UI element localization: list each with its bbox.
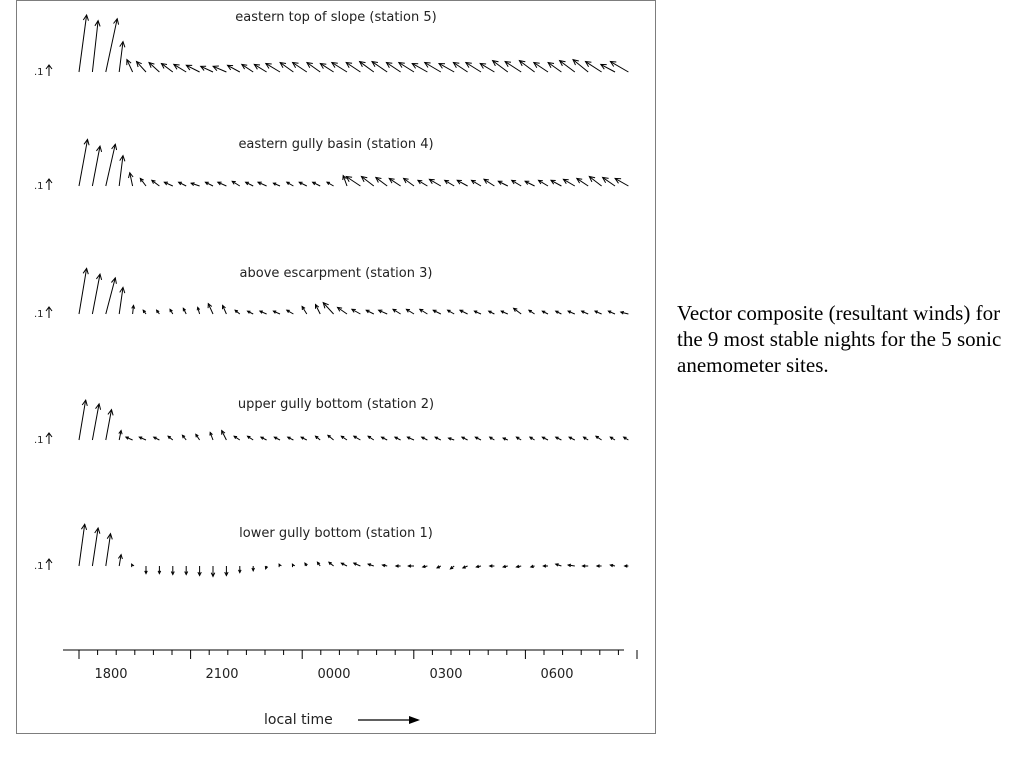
wind-vector [360, 62, 374, 73]
wind-vector [239, 566, 242, 573]
wind-vector [140, 178, 146, 186]
wind-vector [242, 64, 253, 72]
station-panel [34, 397, 628, 446]
wind-vector [106, 144, 117, 186]
station-panel [34, 137, 628, 192]
wind-vector [79, 15, 89, 72]
wind-vector [92, 404, 100, 440]
wind-vector [418, 180, 428, 186]
wind-vector [556, 311, 562, 314]
wind-vector [501, 311, 508, 314]
x-tick-label-0600: 0600 [540, 667, 574, 682]
panel-title: eastern gully basin (station 4) [238, 137, 434, 152]
wind-vector [457, 180, 467, 186]
wind-vector [583, 565, 589, 568]
wind-vector [227, 65, 239, 72]
wind-vector [222, 431, 227, 441]
panels-group [34, 10, 628, 577]
wind-vector [406, 309, 414, 314]
wind-vector [258, 182, 267, 186]
wind-vector [425, 63, 441, 73]
x-tick-label-0300: 0300 [429, 667, 463, 682]
wind-vector [287, 310, 294, 314]
wind-vector [154, 437, 160, 440]
wind-vector [305, 563, 308, 566]
wind-vector [198, 566, 201, 576]
wind-vector [265, 566, 267, 569]
wind-vector [568, 311, 575, 314]
x-axis-label: local time [264, 712, 333, 728]
wind-vector [589, 177, 601, 187]
wind-vector [323, 303, 333, 314]
wind-vector [246, 182, 254, 186]
wind-vector [196, 434, 200, 440]
wind-vector [260, 311, 267, 314]
wind-vector [393, 309, 401, 314]
wind-vector [372, 62, 387, 73]
wind-vector [119, 42, 125, 72]
wind-vector [615, 178, 628, 186]
wind-vector [118, 555, 122, 566]
wind-vector [386, 63, 400, 73]
wind-vector [420, 309, 428, 314]
wind-vector [106, 19, 119, 72]
wind-vector [92, 274, 101, 314]
wind-vector [516, 565, 521, 568]
wind-vector [293, 63, 307, 73]
wind-vector [119, 156, 125, 186]
wind-vector [475, 437, 481, 440]
wind-vector [474, 311, 481, 314]
wind-vector [182, 435, 186, 440]
wind-vector [361, 177, 373, 187]
wind-vector [531, 565, 535, 568]
wind-vector [201, 66, 213, 72]
wind-vector [490, 565, 495, 568]
wind-vector [79, 268, 88, 314]
wind-vector [332, 63, 347, 73]
wind-vector [170, 309, 173, 314]
x-tick-label-1800: 1800 [94, 667, 128, 682]
panel-title: upper gully bottom (station 2) [237, 397, 435, 412]
wind-vector [503, 565, 508, 568]
wind-vector [211, 566, 215, 577]
wind-vector [448, 310, 455, 314]
wind-vector [583, 437, 588, 440]
wind-vector [582, 311, 589, 314]
wind-vector [404, 178, 414, 186]
wind-vector [412, 63, 427, 72]
scale-arrow [46, 307, 52, 318]
wind-vector [254, 64, 266, 72]
wind-vector [225, 566, 228, 576]
wind-vector [164, 182, 173, 186]
wind-vector [183, 308, 186, 314]
wind-vector [139, 437, 146, 440]
wind-vector [480, 63, 494, 72]
panel-title: lower gully bottom (station 1) [239, 526, 433, 541]
wind-vector [512, 180, 522, 186]
wind-vector [530, 437, 535, 440]
wind-vector [399, 63, 414, 73]
wind-vector [596, 436, 602, 440]
x-tick-label-2100: 2100 [205, 667, 239, 682]
wind-vector [542, 311, 548, 314]
wind-vector [368, 436, 374, 440]
wind-vector [503, 438, 508, 440]
scale-label: .1 [34, 181, 44, 192]
wind-vector [235, 310, 240, 314]
wind-vector [301, 437, 307, 440]
wind-vector [548, 63, 561, 73]
wind-vector [556, 564, 562, 567]
wind-vector [106, 278, 117, 314]
wind-vector [315, 305, 320, 315]
wind-vector [389, 178, 400, 186]
scale-arrow [46, 65, 52, 76]
figure-caption: Vector composite (resultant winds) for the 9 most stable nights for the 5 sonic anemometer sites. [677, 301, 1002, 377]
panel-title: above escarpment (station 3) [239, 266, 433, 281]
wind-vector [476, 565, 481, 568]
wind-vector [379, 310, 388, 314]
x-axis [63, 650, 637, 728]
wind-vector [346, 63, 360, 73]
wind-vector [92, 146, 101, 186]
wind-vector [197, 307, 200, 314]
wind-vector [525, 181, 535, 186]
wind-vector [79, 400, 87, 440]
wind-vector [423, 565, 428, 568]
wind-vector [248, 436, 254, 440]
wind-vector [551, 180, 561, 186]
wind-vector [266, 63, 280, 72]
wind-vector [299, 182, 307, 186]
wind-vector [433, 310, 441, 314]
scale-arrow [46, 433, 52, 444]
wind-vector [352, 309, 361, 314]
wind-vector [161, 63, 172, 72]
wind-vector [462, 437, 468, 440]
wind-vector [327, 182, 334, 186]
wind-vector [429, 179, 440, 186]
x-tick-label-0000: 0000 [317, 667, 351, 682]
wind-vector [145, 566, 148, 574]
wind-vector [608, 311, 615, 314]
wind-vector [185, 566, 188, 575]
wind-vector [234, 436, 240, 440]
wind-vector [354, 563, 361, 566]
wind-vector [191, 183, 200, 186]
wind-vector [514, 308, 522, 314]
wind-vector [341, 436, 347, 440]
wind-vector [625, 565, 629, 568]
wind-vector [279, 564, 281, 567]
wind-vector [328, 435, 334, 440]
wind-vector [505, 62, 521, 73]
panel-title: eastern top of slope (station 5) [235, 10, 437, 25]
x-axis-arrow [358, 716, 420, 724]
wind-vector [368, 564, 374, 567]
wind-vector [126, 437, 133, 440]
wind-vector [106, 534, 113, 566]
wind-vector [232, 181, 240, 186]
wind-vector [119, 431, 122, 441]
wind-vector [129, 173, 134, 186]
wind-vector [132, 564, 134, 567]
wind-vector [407, 437, 414, 440]
wind-vector [248, 311, 254, 314]
wind-vector [585, 62, 601, 73]
wind-vector [516, 437, 521, 440]
wind-vector [484, 179, 494, 186]
wind-vector [621, 312, 629, 315]
wind-vector [569, 437, 575, 440]
wind-vector [577, 178, 588, 186]
wind-vector [382, 437, 388, 440]
wind-vector [346, 177, 360, 187]
wind-vector [560, 61, 575, 72]
wind-vector [315, 436, 320, 440]
wind-vector [490, 437, 495, 440]
wind-vector [208, 304, 213, 314]
wind-vector [186, 65, 199, 72]
wind-vector [213, 66, 226, 72]
wind-vector [597, 565, 602, 568]
wind-vector [261, 437, 267, 440]
wind-vector [529, 310, 535, 314]
wind-vector [603, 177, 615, 186]
wind-vector [210, 432, 213, 440]
wind-vector [205, 182, 213, 186]
scale-arrow [46, 559, 52, 570]
wind-vector [341, 563, 347, 566]
wind-vector [288, 437, 294, 440]
wind-vector [539, 180, 549, 186]
wind-vector [445, 180, 455, 186]
wind-vector [174, 64, 186, 72]
wind-vector [143, 310, 146, 314]
station-panel [34, 10, 628, 78]
wind-vector [92, 21, 100, 72]
wind-vector [563, 179, 574, 186]
wind-vector [439, 63, 454, 72]
wind-vector [435, 437, 441, 440]
wind-vector [280, 63, 293, 73]
wind-vector [179, 182, 187, 186]
wind-vector [287, 182, 294, 186]
wind-vector [382, 564, 387, 567]
wind-vector [489, 311, 495, 314]
wind-vector [273, 183, 280, 186]
wind-vector [472, 180, 482, 186]
wind-vector [542, 437, 548, 440]
wind-vector [450, 566, 454, 569]
wind-vector [92, 528, 100, 566]
wind-vector [376, 177, 387, 186]
wind-vector [595, 311, 602, 314]
wind-vector [119, 287, 125, 314]
wind-vector [624, 437, 629, 440]
wind-vector [106, 410, 113, 440]
wind-vector [422, 437, 428, 440]
wind-vector [223, 305, 227, 314]
wind-vector [329, 562, 334, 566]
wind-vector [534, 63, 548, 73]
scale-label: .1 [34, 67, 44, 78]
scale-label: .1 [34, 309, 44, 320]
wind-vector [274, 437, 280, 440]
wind-vector [127, 60, 133, 72]
wind-vector [152, 180, 160, 186]
wind-vector [157, 310, 160, 314]
wind-vector [463, 566, 468, 568]
wind-vector [218, 182, 227, 186]
wind-vector [395, 437, 401, 440]
wind-vector [292, 564, 294, 567]
station-panel [34, 524, 628, 576]
scale-label: .1 [34, 561, 44, 572]
wind-vector [556, 437, 562, 440]
wind-vector [498, 181, 508, 186]
wind-vector [137, 62, 147, 73]
wind-vector [466, 63, 481, 73]
wind-vector [273, 311, 280, 314]
wind-vector [610, 564, 615, 567]
wind-vector-chart [16, 0, 656, 734]
wind-vector [610, 437, 615, 440]
wind-vector [449, 438, 455, 441]
wind-vector [158, 566, 161, 574]
scale-label: .1 [34, 435, 44, 446]
wind-vector [132, 305, 135, 314]
scale-arrow [46, 179, 52, 190]
wind-vector [366, 310, 374, 314]
wind-vector [313, 182, 321, 186]
wind-vector [307, 63, 320, 73]
wind-vector [320, 63, 333, 72]
wind-vector [317, 562, 320, 566]
wind-vector [79, 524, 87, 566]
wind-vector [338, 307, 348, 314]
wind-vector [543, 565, 548, 568]
wind-vector [302, 306, 307, 314]
wind-vector [396, 565, 401, 568]
wind-vector [79, 139, 89, 186]
wind-vector [568, 564, 575, 567]
wind-vector [460, 310, 468, 314]
station-panel [34, 266, 628, 320]
wind-vector [453, 63, 467, 73]
wind-vector [408, 565, 414, 568]
x-axis-ticks [79, 650, 637, 659]
wind-vector [168, 436, 173, 440]
wind-vector [252, 566, 255, 571]
wind-vector [149, 63, 159, 73]
wind-vector [519, 61, 534, 72]
wind-vector [437, 566, 441, 568]
wind-vector [354, 436, 361, 440]
wind-vector [171, 566, 174, 575]
